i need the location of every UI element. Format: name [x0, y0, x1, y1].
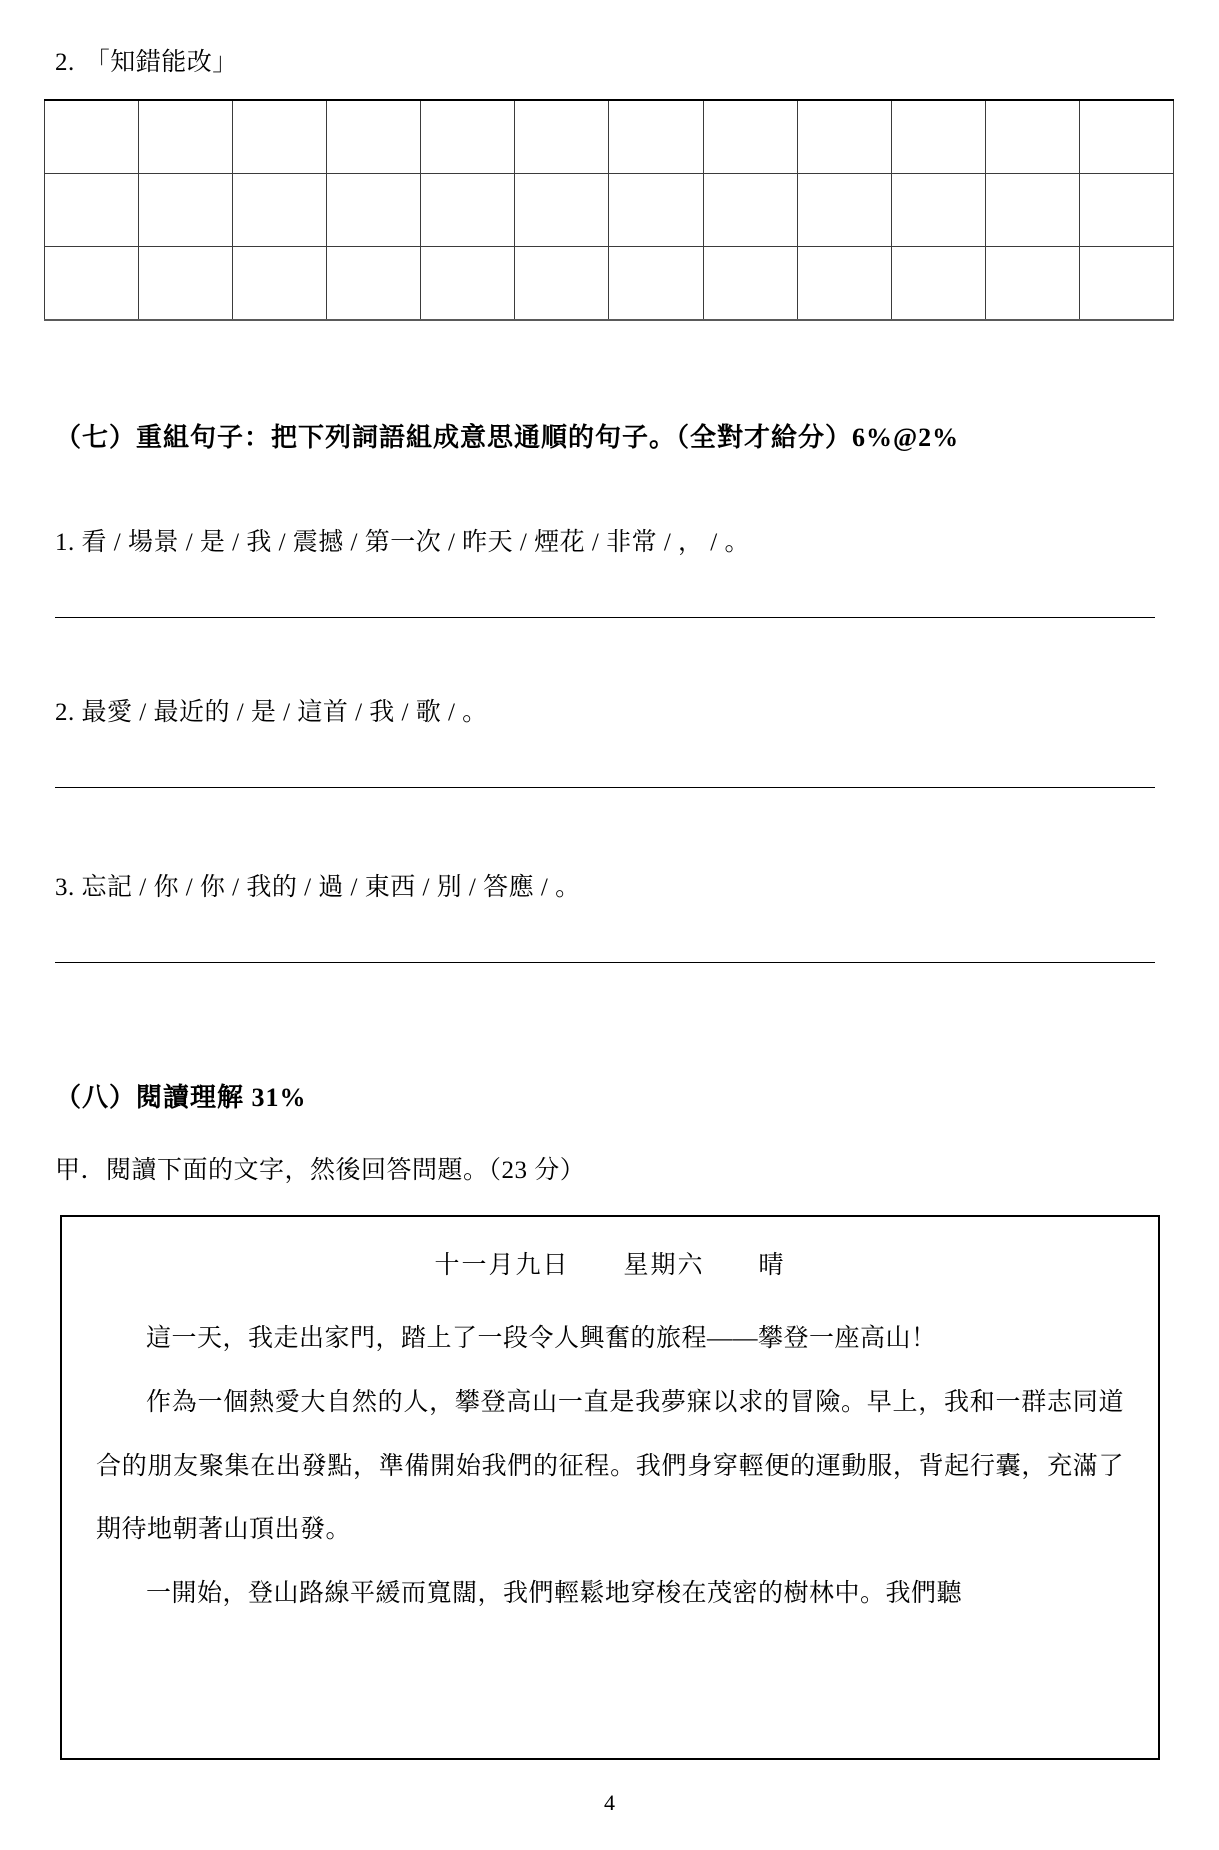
writing-grid-row	[45, 247, 1174, 321]
answer-line-3[interactable]	[55, 962, 1155, 963]
writing-grid-cell[interactable]	[421, 247, 515, 321]
reading-instruction: 甲．閱讀下面的文字，然後回答問題。（23 分）	[55, 1157, 586, 1184]
writing-grid[interactable]	[44, 99, 1174, 321]
writing-grid-cell[interactable]	[233, 174, 327, 247]
section-heading-eight: （八）閱讀理解 31%	[55, 1083, 307, 1112]
passage-paragraph: 作為一個熱愛大自然的人，攀登高山一直是我夢寐以求的冒險。早上，我和一群志同道合的朋友聚集在出發點，準備開始我們的征程。我們身穿輕便的運動服，背起行囊，充滿了期待地朝著山頂出發。	[96, 1388, 1124, 1544]
writing-grid-body	[45, 100, 1174, 320]
writing-grid-cell[interactable]	[233, 100, 327, 174]
writing-grid-cell[interactable]	[421, 174, 515, 247]
reorder-question-2	[55, 695, 488, 730]
question-item-2-text: 「知錯能改」	[84, 49, 238, 76]
passage-paragraph: 這一天，我走出家門，踏上了一段令人興奮的旅程——攀登一座高山！	[146, 1325, 937, 1352]
writing-grid-cell[interactable]	[703, 174, 797, 247]
reorder-question-1	[55, 525, 750, 560]
reorder-question-3-text: 忘記 / 你 / 你 / 我的 / 過 / 東西 / 別 / 答應 / 。	[81, 874, 581, 901]
writing-grid-cell[interactable]	[797, 100, 891, 174]
reading-passage-inner	[62, 1217, 1158, 1626]
writing-grid-cell[interactable]	[45, 247, 139, 321]
writing-grid-cell[interactable]	[45, 100, 139, 174]
writing-grid-cell[interactable]	[1079, 174, 1173, 247]
passage-paragraph: 一開始，登山路線平緩而寬闊，我們輕鬆地穿梭在茂密的樹林中。我們聽	[146, 1580, 963, 1607]
reorder-question-2-text: 最愛 / 最近的 / 是 / 這首 / 我 / 歌 / 。	[81, 699, 488, 726]
reorder-question-1-number: 1.	[55, 529, 75, 556]
writing-grid-cell[interactable]	[609, 174, 703, 247]
writing-grid-cell[interactable]	[139, 174, 233, 247]
writing-grid-cell[interactable]	[703, 100, 797, 174]
writing-grid-cell[interactable]	[891, 247, 985, 321]
writing-grid-cell[interactable]	[891, 100, 985, 174]
writing-grid-row	[45, 100, 1174, 174]
passage-date-heading: 十一月九日 星期六 晴	[434, 1252, 786, 1279]
writing-grid-row	[45, 174, 1174, 247]
writing-grid-cell[interactable]	[139, 247, 233, 321]
answer-line-1[interactable]	[55, 617, 1155, 618]
writing-grid-cell[interactable]	[515, 174, 609, 247]
answer-line-2[interactable]	[55, 787, 1155, 788]
writing-grid-cell[interactable]	[327, 247, 421, 321]
page-number: 4	[604, 1790, 615, 1815]
question-item-2-number: 2.	[55, 49, 75, 76]
writing-grid-cell[interactable]	[139, 100, 233, 174]
writing-grid-cell[interactable]	[1079, 247, 1173, 321]
writing-grid-cell[interactable]	[327, 174, 421, 247]
writing-grid-cell[interactable]	[985, 100, 1079, 174]
reorder-question-2-number: 2.	[55, 699, 75, 726]
reorder-question-3-number: 3.	[55, 874, 75, 901]
reorder-question-3	[55, 870, 581, 905]
writing-grid-cell[interactable]	[233, 247, 327, 321]
writing-grid-cell[interactable]	[515, 247, 609, 321]
writing-grid-cell[interactable]	[797, 247, 891, 321]
question-item-2	[55, 45, 238, 80]
reading-passage-box	[60, 1215, 1160, 1760]
writing-grid-cell[interactable]	[985, 247, 1079, 321]
writing-grid-cell[interactable]	[609, 247, 703, 321]
writing-grid-cell[interactable]	[797, 174, 891, 247]
section-heading-seven: （七）重組句子：把下列詞語組成意思通順的句子。（全對才給分）6%@2%	[55, 423, 960, 452]
writing-grid-cell[interactable]	[45, 174, 139, 247]
reorder-question-1-text: 看 / 場景 / 是 / 我 / 震撼 / 第一次 / 昨天 / 煙花 / 非常 / ， / 。	[81, 529, 750, 556]
writing-grid-cell[interactable]	[327, 100, 421, 174]
writing-grid-cell[interactable]	[891, 174, 985, 247]
writing-grid-cell[interactable]	[515, 100, 609, 174]
writing-grid-cell[interactable]	[703, 247, 797, 321]
writing-grid-cell[interactable]	[1079, 100, 1173, 174]
writing-grid-cell[interactable]	[421, 100, 515, 174]
writing-grid-cell[interactable]	[609, 100, 703, 174]
writing-grid-cell[interactable]	[985, 174, 1079, 247]
